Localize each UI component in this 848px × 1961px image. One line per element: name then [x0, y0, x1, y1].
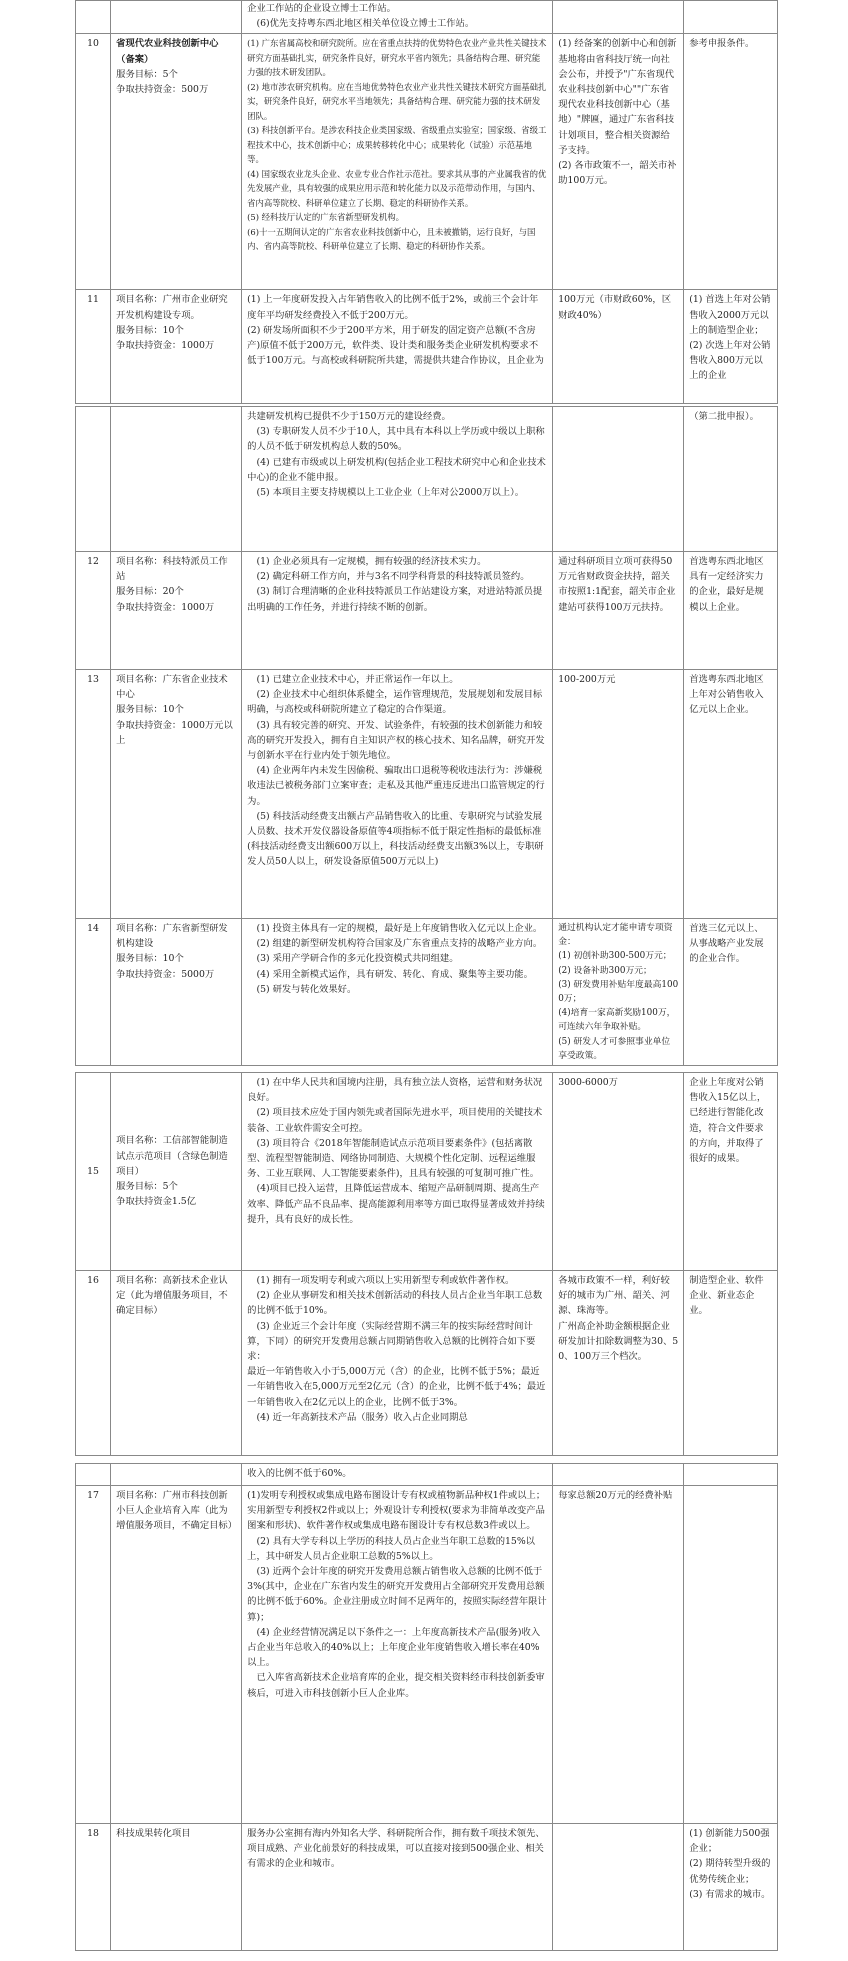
project-cell	[111, 407, 242, 552]
project-cell	[111, 1464, 242, 1486]
table-row	[76, 290, 778, 404]
table-row	[76, 1073, 778, 1271]
table-row	[76, 919, 778, 1066]
table-row	[76, 552, 778, 670]
project-cell: 项目名称：广州市科技创新小巨人企业培育入库（此为增值服务项目，不确定目标）	[111, 1486, 242, 1824]
row-number: 13	[76, 670, 111, 919]
support-cell: 各城市政策不一样，利好较好的城市为广州、韶关、河源、珠海等。 广州高企补助金额根据企业研发加计扣除数调整为30、50、100万三个档次。	[553, 1271, 684, 1456]
target-cell: 参考申报条件。	[684, 34, 778, 290]
policy-table-block-4	[75, 1463, 778, 1951]
conditions-cell: (1) 拥有一项发明专利或六项以上实用新型专利或软件著作权。 (2) 企业从事研发和相关技术创新活动的科技人员占企业当年职工总数的比例不低于10%。 (3) 企业近三个会计年度（实际经营期不满三年的按实际经营时间计算，下同）的研究开发费用总额占同期销售收入总额的比例符合如下要求： 最近一年销售收入小于5,000万元（含）的企业，比例不低于5%；最近一年销售收入在5,000万元至2亿元（含）的企业，比例不低于4%；最近一年销售收入在2亿元以上的企业，比例不低于3%。 (4) 近一年高新技术产品（服务）收入占企业同期总	[242, 1271, 553, 1456]
row-number: 14	[76, 919, 111, 1066]
support-cell: 100-200万元	[553, 670, 684, 919]
project-cell: 项目名称：广州市企业研究开发机构建设专项。 服务目标：10个 争取扶持资金：1000万	[111, 290, 242, 404]
conditions-cell: 收入的比例不低于60%。	[242, 1464, 553, 1486]
row-number: 18	[76, 1824, 111, 1951]
row-number	[76, 407, 111, 552]
row-number: 15	[76, 1073, 111, 1271]
support-cell: 每家总额20万元的经费补贴	[553, 1486, 684, 1824]
conditions-cell: (1) 投资主体具有一定的规模，最好是上年度销售收入亿元以上企业。 (2) 组建的新型研发机构符合国家及广东省重点支持的战略产业方向。 (3) 采用产学研合作的多元化投资模式共同组建。 (4) 采用全新模式运作，具有研发、转化、育成、聚集等主要功能。 (5) 研发与转化效果好。	[242, 919, 553, 1066]
support-cell: 通过科研项目立项可获得50万元省财政资金扶持，韶关市按照1:1配套，韶关市企业建站可获得100万元扶持。	[553, 552, 684, 670]
support-cell: 3000-6000万	[553, 1073, 684, 1271]
conditions-cell: (1) 上一年度研发投入占年销售收入的比例不低于2%，或前三个会计年度年平均研发经费投入不低于200万元。 (2) 研发场所面积不少于200平方米，用于研发的固定资产总额(不含房产)原值不低于200万元，软件类、设计类和服务类企业研发机构要求不低于100万元。与高校或科研院所共建，需提供共建合作协议，且企业为	[242, 290, 553, 404]
target-cell: 首选粤东西北地区上年对公销售收入亿元以上企业。	[684, 670, 778, 919]
support-cell: 100万元（市财政60%，区财政40%）	[553, 290, 684, 404]
target-cell: 制造型企业、软件企业、新业态企业。	[684, 1271, 778, 1456]
support-cell: (1) 经备案的创新中心和创新基地将由省科技厅统一向社会公布，并授予"广东省现代农业科技创新中心""广东省现代农业科技创新中心（基地）"牌匾，通过广东省科技计划项目，整合相关资源给予支持。 (2) 各市政策不一，韶关市补助100万元。	[553, 34, 684, 290]
conditions-cell: (1) 在中华人民共和国境内注册，具有独立法人资格，运营和财务状况良好。 (2) 项目技术应处于国内领先或者国际先进水平，项目使用的关键技术装备、工业软件需安全可控。 (3) 项目符合《2018年智能制造试点示范项目要素条件》(包括离散型、流程型智能制造、网络协同制造、大规模个性化定制、远程运维服务、工业互联网、人工智能要素条件)，且具有较强的可复制可推广性。 (4)项目已投入运营，且降低运营成本、缩短产品研制周期、提高生产效率、降低产品不良品率、提高能源利用率等方面已取得显著成效并持续提升，具有良好的成长性。	[242, 1073, 553, 1271]
support-cell	[553, 407, 684, 552]
support-cell	[553, 1, 684, 34]
conditions-cell: 企业工作站的企业设立博士工作站。 (6)优先支持粤东西北地区相关单位设立博士工作站。	[242, 1, 553, 34]
support-cell	[553, 1464, 684, 1486]
conditions-cell: (1) 广东省属高校和研究院所。应在省重点扶持的优势特色农业产业共性关键技术研究方面基础扎实，研究条件良好，研究水平省内领先；具备结构合理、研究能力强的技术研发团队。 (2) 地市涉农研究机构。应在当地优势特色农业产业共性关键技术研究方面基础扎实，研究条件良好，研究水平当地领先；具备结构合理、研究能力强的技术研发团队。 (3) 科技创新平台。是涉农科技企业类国家级、省级重点实验室；国家级、省级工程技术中心，技术创新中心；成果转移转化中心；成果转化（试验）示范基地等。 (4) 国家级农业龙头企业、农业专业合作社示范社。要求其从事的产业属我省的优先发展产业，具有较强的成果应用示范和转化能力以及示范带动作用，与国内、省内高等院校、科研单位建立了长期、稳定的科研协作关系。 (5) 经科技厅认定的广东省新型研发机构。 (6)十一五期间认定的广东省农业科技创新中心，且未被撤销，运行良好，与国内、省内高等院校、科研单位建立了长期、稳定的科研协作关系。	[242, 34, 553, 290]
policy-table-block-2	[75, 406, 778, 1066]
table-row	[76, 1271, 778, 1456]
project-cell: 项目名称：工信部智能制造试点示范项目（含绿色制造项目） 服务目标：5个 争取扶持资金1.5亿	[111, 1073, 242, 1271]
project-cell: 项目名称：科技特派员工作站 服务目标：20个 争取扶持资金：1000万	[111, 552, 242, 670]
target-cell: （第二批申报）。	[684, 407, 778, 552]
row-number: 12	[76, 552, 111, 670]
policy-table-block-1	[75, 0, 778, 404]
table-row	[76, 1486, 778, 1824]
table-row	[76, 1464, 778, 1486]
row-number: 17	[76, 1486, 111, 1824]
target-cell: 首选粤东西北地区具有一定经济实力的企业，最好是规模以上企业。	[684, 552, 778, 670]
target-cell	[684, 1, 778, 34]
row-number: 11	[76, 290, 111, 404]
row-number: 10	[76, 34, 111, 290]
target-cell	[684, 1464, 778, 1486]
target-cell: 企业上年度对公销售收入15亿以上，已经进行智能化改造，符合文件要求的方向，并取得了很好的成果。	[684, 1073, 778, 1271]
conditions-cell: 共建研发机构已提供不少于150万元的建设经费。 (3) 专职研发人员不少于10人，其中具有本科以上学历或中级以上职称的人员不低于研发机构总人数的50%。 (4) 已建有市级或以上研发机构(包括企业工程技术研究中心和企业技术中心)的企业不能申报。 (5) 本项目主要支持规模以上工业企业（上年对公2000万以上）。	[242, 407, 553, 552]
table-row	[76, 1, 778, 34]
target-cell: 首选三亿元以上、从事战略产业发展的企业合作。	[684, 919, 778, 1066]
project-cell: 项目名称：高新技术企业认定（此为增值服务项目，不确定目标）	[111, 1271, 242, 1456]
support-cell: 通过机构认定才能申请专项资金： (1) 初创补助300-500万元； (2) 设备补助300万元； (3) 研发费用补贴年度最高1000万； (4)培育一家高新奖励100万，可连续六年争取补贴。 (5) 研发人才可参照事业单位享受政策。	[553, 919, 684, 1066]
project-cell: 项目名称：广东省企业技术中心 服务目标：10个 争取扶持资金：1000万元以上	[111, 670, 242, 919]
target-cell	[684, 1486, 778, 1824]
project-cell: 省现代农业科技创新中心（备案） 服务目标：5个 争取扶持资金：500万	[111, 34, 242, 290]
conditions-cell: (1) 已建立企业技术中心，并正常运作一年以上。 (2) 企业技术中心组织体系健全，运作管理规范，发展规划和发展目标明确，与高校或科研院所建立了稳定的合作渠道。 (3) 具有较完善的研究、开发、试验条件，有较强的技术创新能力和较高的研究开发投入，拥有自主知识产权的核心技术、知名品牌，研究开发与创新水平在行业内处于领先地位。 (4) 企业两年内未发生因偷税、骗取出口退税等税收违法行为：涉嫌税收违法已被税务部门立案审查；走私及其他严重违反进出口监管规定的行为。 (5) 科技活动经费支出额占产品销售收入的比重、专职研究与试验发展人员数、技术开发仪器设备原值等4项指标不低于限定性指标的最低标准(科技活动经费支出额600万以上，科技活动经费支出额3%以上，专职研发人员50人以上，研发设备原值500万元以上)	[242, 670, 553, 919]
table-row	[76, 34, 778, 290]
conditions-cell: 服务办公室拥有海内外知名大学、科研院所合作，拥有数千项技术领先、项目成熟、产业化前景好的科技成果，可以直接对接到500强企业、相关有需求的企业和城市。	[242, 1824, 553, 1951]
policy-table-block-3	[75, 1072, 778, 1456]
project-cell	[111, 1, 242, 34]
table-row	[76, 670, 778, 919]
row-number: 16	[76, 1271, 111, 1456]
target-cell: (1) 创新能力500强企业； (2) 期待转型升级的优势传统企业； (3) 有需求的城市。	[684, 1824, 778, 1951]
conditions-cell: (1)发明专利授权或集成电路布图设计专有权或植物新品种权1件或以上；实用新型专利授权2件或以上；外观设计专利授权(要求为非简单改变产品图案和形状)、软件著作权或集成电路布图设计专有权总数3件或以上。 (2) 具有大学专科以上学历的科技人员占企业当年职工总数的15%以上，其中研发人员占企业职工总数的5%以上。 (3) 近两个会计年度的研究开发费用总额占销售收入总额的比例不低于3%(其中，企业在广东省内发生的研究开发费用占全部研究开发费用总额的比例不低于60%。企业注册成立时间不足两年的，按照实际经营年限计算)； (4) 企业经营情况满足以下条件之一：上年度高新技术产品(服务)收入占企业当年总收入的40%以上；上年度企业年度销售收入增长率在40%以上。 已入库省高新技术企业培育库的企业，提交相关资料经市科技创新委审核后，可进入市科技创新小巨人企业库。	[242, 1486, 553, 1824]
project-cell: 项目名称：广东省新型研发机构建设 服务目标：10个 争取扶持资金：5000万	[111, 919, 242, 1066]
row-number	[76, 1464, 111, 1486]
project-cell: 科技成果转化项目	[111, 1824, 242, 1951]
table-row	[76, 1824, 778, 1951]
table-row	[76, 407, 778, 552]
conditions-cell: (1) 企业必须具有一定规模，拥有较强的经济技术实力。 (2) 确定科研工作方向，并与3名不同学科背景的科技特派员签约。 (3) 制订合理清晰的企业科技特派员工作站建设方案，对进站特派员提出明确的工作任务，并进行持续不断的创新。	[242, 552, 553, 670]
support-cell	[553, 1824, 684, 1951]
target-cell: (1) 首选上年对公销售收入2000万元以上的制造型企业； (2) 次选上年对公销售收入800万元以上的企业	[684, 290, 778, 404]
row-number	[76, 1, 111, 34]
